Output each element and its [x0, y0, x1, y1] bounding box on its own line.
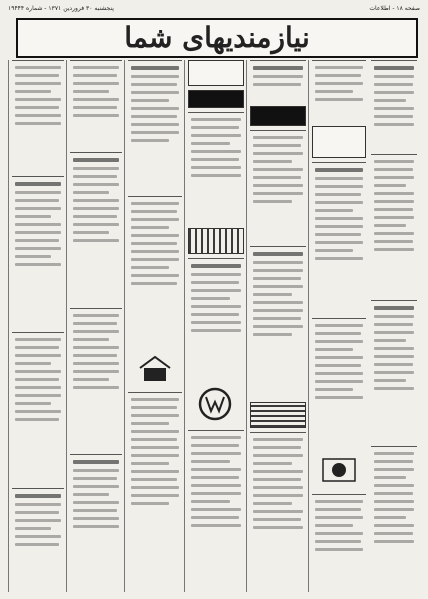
date-info: پنجشنبه ۳۰ فروردین ۱۳۷۱ - شماره ۱۹۴۴۴: [8, 5, 114, 12]
ad-box: [188, 90, 244, 108]
column-5: [124, 60, 185, 592]
column-7: [8, 60, 67, 592]
classified-block: [12, 488, 64, 593]
classified-block: [12, 60, 64, 171]
classified-block: [312, 60, 366, 121]
classified-block: [250, 246, 306, 397]
classified-block: [312, 162, 366, 313]
column-4: [184, 60, 247, 592]
classified-block: [250, 432, 306, 593]
classified-block: [371, 60, 417, 149]
column-6: [66, 60, 125, 592]
classified-block: [12, 176, 64, 327]
column-3: [246, 60, 309, 592]
ad-box: [250, 106, 306, 126]
masthead-title: نیازمندیهای شما: [124, 21, 310, 54]
masthead: [16, 18, 418, 58]
top-line: [8, 4, 420, 14]
classified-block: [70, 152, 122, 303]
classified-block: [128, 392, 182, 593]
classified-block: [250, 130, 306, 241]
classified-block: [188, 258, 244, 379]
classified-block: [250, 60, 306, 101]
vw-logo-icon: [195, 384, 235, 424]
classified-block: [371, 154, 417, 295]
classified-block: [70, 308, 122, 449]
classified-block: [70, 60, 122, 147]
classified-block: [128, 60, 182, 191]
classified-block: [371, 446, 417, 593]
classified-block: [371, 300, 417, 441]
classified-block: [12, 332, 64, 483]
classified-block: [188, 112, 244, 223]
house-icon: [133, 352, 177, 386]
classified-block: [188, 430, 244, 593]
column-1: [368, 60, 420, 592]
ad-box: [312, 126, 366, 158]
classifieds-grid: [8, 60, 420, 592]
emblem-icon: [317, 452, 361, 488]
column-2: [308, 60, 369, 592]
classified-block: [128, 196, 182, 347]
ad-box: [250, 402, 306, 428]
classified-block: [312, 494, 366, 593]
ad-box: [188, 228, 244, 254]
page-info: صفحه ۱۸ - اطلاعات: [369, 5, 420, 12]
ad-box: [188, 60, 244, 86]
classified-block: [312, 318, 366, 449]
classified-block: [70, 454, 122, 593]
